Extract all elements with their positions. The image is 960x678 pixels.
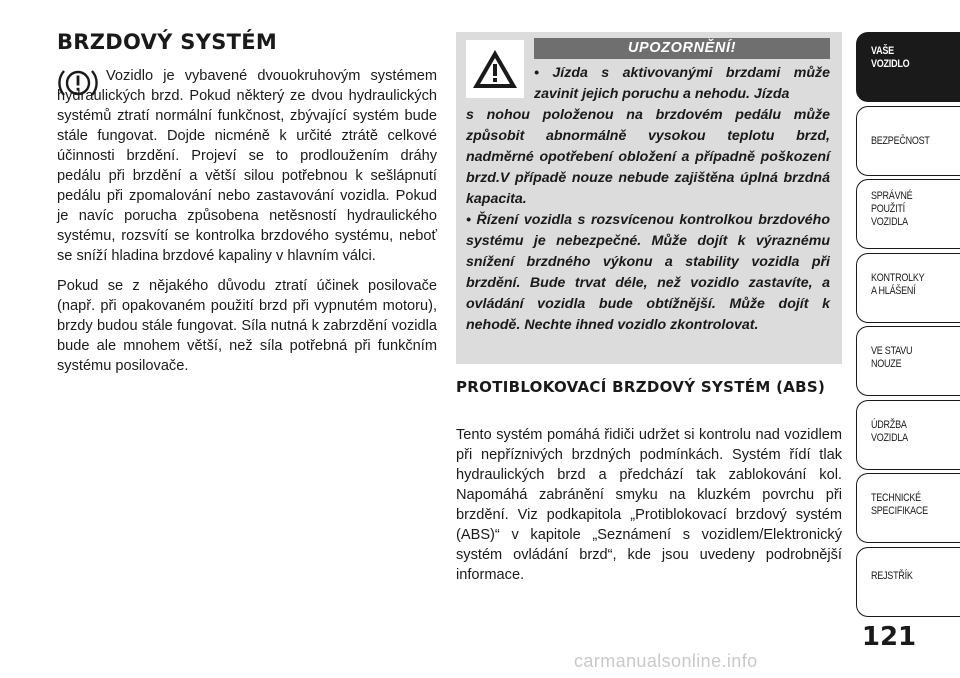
nav-tab-kontrolky[interactable]	[856, 253, 960, 323]
nav-tab-line: BEZPEČNOST	[871, 134, 930, 147]
nav-tab-line: POUŽITÍ	[871, 203, 905, 215]
page-number: 121	[861, 622, 917, 652]
nav-tab-spravne-pouziti[interactable]	[856, 179, 960, 249]
warning-triangle-icon	[466, 40, 524, 98]
nav-tab-line: VE STAVU	[871, 345, 913, 357]
nav-tab-line: VOZIDLO	[871, 58, 910, 70]
brake-paragraph-1: Vozidlo je vybavené dvouokruhovým systémem hydraulických brzd. Pokud některý ze dvou hydraulických systémů ztratí normální funkčnost, zbývající systém bude stále fungovat. Dojde nicméně k určité ztrátě celkové účinnosti brzdění. Projeví se to prodloužením dráhy pedálu při brzdění a větší silou potřebnou k sešlápnutí pedálu při zpomalování nebo zastavování vozidla. Pokud je navíc porucha způsobena netěsností hydraulického systému, rozsvítí se kontrolka brzdového systému, neboť se sníží hladina brzdové kapaliny v hlavním válci.	[57, 68, 437, 264]
abs-text-block	[456, 425, 842, 595]
nav-tab-bezpecnost[interactable]	[856, 106, 960, 176]
nav-tab-line: KONTROLKY	[871, 271, 925, 284]
nav-tab-line: TECHNICKÉ	[871, 492, 921, 504]
warning-box	[456, 32, 842, 364]
abs-heading: PROTIBLOKOVACÍ BRZDOVÝ SYSTÉM (ABS)	[456, 378, 826, 396]
left-column	[57, 64, 437, 386]
nav-tab-udrzba[interactable]	[856, 400, 960, 470]
page-title: BRZDOVÝ SYSTÉM	[57, 30, 278, 54]
warning-head-right	[534, 38, 830, 105]
nav-tab-rejstrik[interactable]	[856, 547, 960, 617]
nav-tab-line: SPECIFIKACE	[871, 505, 928, 517]
nav-tab-ve-stavu-nouze[interactable]	[856, 326, 960, 396]
nav-tab-line: VOZIDLA	[871, 216, 908, 228]
watermark: carmanualsonline.info	[574, 651, 758, 671]
warning-header	[466, 38, 830, 105]
nav-tab-vase-vozidlo[interactable]	[856, 32, 960, 102]
nav-tab-line: SPRÁVNÉ	[871, 190, 913, 202]
nav-tab-line: VOZIDLA	[871, 431, 908, 444]
brake-paragraph-2: Pokud se z nějakého důvodu ztratí účinek posilovače (např. při opakovaném použití brzd při vypnutém motoru), brzdy budou stále fungovat. Síla nutná k zabrzdění vozidla bude ale mnohem větší, než síla potřebná při funkčním systému posilovače.	[57, 278, 437, 374]
nav-tab-line: REJSTŘÍK	[871, 569, 913, 582]
nav-tab-line: A HLÁŠENÍ	[871, 284, 916, 297]
warning-label: UPOZORNĚNÍ!	[534, 38, 830, 59]
nav-tab-line: VAŠE	[871, 45, 894, 57]
nav-tab-line: ÚDRŽBA	[871, 418, 907, 431]
nav-tab-line: NOUZE	[871, 358, 902, 370]
chapter-nav	[856, 32, 960, 620]
warning-bullet-1-rest: s nohou položenou na brzdovém pedálu může způsobit abnormálně vysokou teplotu brzd, nadměrné opotřebení obložení a případně poškození brzd.V případě nouze nebude zajištěna úplná brzdná kapacita.	[466, 107, 830, 207]
warning-bullet-1-start: • Jízda s aktivovanými brzdami může zavinit jejich poruchu a nehodu. Jízda	[534, 65, 830, 102]
nav-tab-technicke-specifikace[interactable]	[856, 473, 960, 543]
abs-paragraph: Tento systém pomáhá řidiči udržet si kontrolu nad vozidlem při nepříznivých brzdných podmínkách. Systém řídí tlak hydraulických brzd a předchází tak zablokování kol. Napomáhá zabránění smyku na kluzkém povrchu při brzdění. Viz podkapitola „Protiblokovací brzdový systém (ABS)“ v kapitole „Seznámení s vozidlem/Elektronický systém ovládání brzd“, kde jsou uvedeny podrobnější informace.	[456, 427, 842, 583]
warning-bullet-2: • Řízení vozidla s rozsvícenou kontrolkou brzdového systému je nebezpečné. Může dojít k výraznému snížení brzdného výkonu a stability vozidla při brzdění. Bude trvat déle, než vozidlo zastavíte, a ovládání vozidla bude obtížnější. Může dojít k nehodě. Nechte ihned vozidlo zkontrolovat.	[466, 212, 830, 333]
